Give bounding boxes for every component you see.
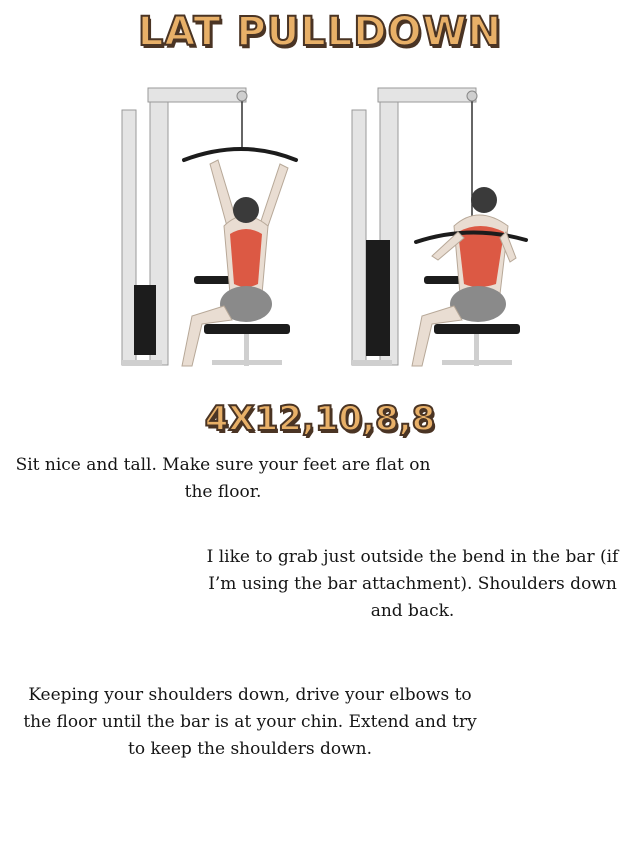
page-title: LAT PULLDOWN	[137, 9, 503, 55]
instruction-setup: Sit nice and tall. Make sure your feet are flat on the floor.	[15, 455, 431, 502]
end-position-figure	[352, 88, 526, 366]
sets-reps-label: 4X12,10,8,8	[204, 399, 436, 439]
exercise-illustration	[112, 80, 532, 390]
instruction-pull: Keeping your shoulders down, drive your elbows to the floor until the bar is at your chin. Extend and try to keep the shoulders down.	[23, 685, 477, 759]
start-position-figure	[122, 88, 296, 366]
instruction-grip: I like to grab just outside the bend in the bar (if I’m using the bar attachment). Shoulders down and back.	[206, 547, 619, 621]
